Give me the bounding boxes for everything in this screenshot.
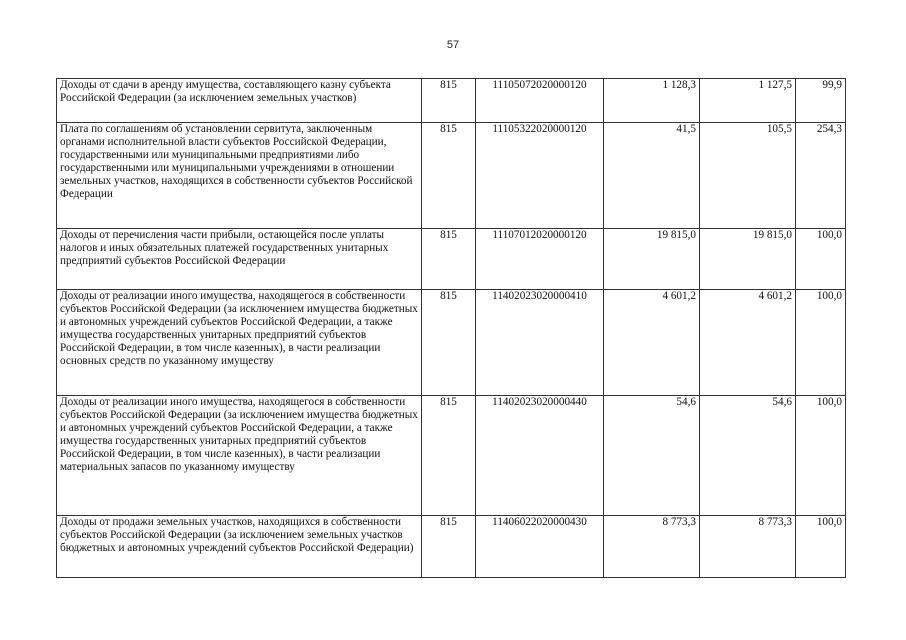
administrator-code: 815 — [422, 229, 476, 290]
planned-amount: 8 773,3 — [604, 516, 700, 578]
planned-amount: 19 815,0 — [604, 229, 700, 290]
budget-classification-code: 11105322020000120 — [476, 123, 604, 229]
execution-percent: 100,0 — [796, 229, 846, 290]
actual-amount: 8 773,3 — [700, 516, 796, 578]
administrator-code: 815 — [422, 396, 476, 516]
budget-classification-code: 11406022020000430 — [476, 516, 604, 578]
table-row — [57, 79, 846, 123]
execution-percent: 100,0 — [796, 396, 846, 516]
table-row — [57, 290, 846, 396]
administrator-code: 815 — [422, 123, 476, 229]
execution-percent: 99,9 — [796, 79, 846, 123]
budget-classification-code: 11402023020000410 — [476, 290, 604, 396]
revenue-description: Доходы от реализации иного имущества, находящегося в собственности субъектов Российской Федерации (за исключением имущества бюджетных и автономных учреждений субъектов Российской Федерации, а также имущества государственных унитарных предприятий субъектов Российской Федерации, в том числе казенных), в части реализации основных средств по указанному имуществу — [57, 290, 422, 396]
revenue-description: Доходы от реализации иного имущества, находящегося в собственности субъектов Российской Федерации (за исключением имущества бюджетных и автономных учреждений субъектов Российской Федерации, а также имущества государственных унитарных предприятий субъектов Российской Федерации, в том числе казенных), в части реализации материальных запасов по указанному имуществу — [57, 396, 422, 516]
administrator-code: 815 — [422, 290, 476, 396]
budget-classification-code: 11402023020000440 — [476, 396, 604, 516]
actual-amount: 19 815,0 — [700, 229, 796, 290]
page-number: 57 — [446, 39, 460, 51]
actual-amount: 105,5 — [700, 123, 796, 229]
administrator-code: 815 — [422, 516, 476, 578]
execution-percent: 100,0 — [796, 290, 846, 396]
planned-amount: 41,5 — [604, 123, 700, 229]
table-row — [57, 229, 846, 290]
table-row — [57, 396, 846, 516]
execution-percent: 254,3 — [796, 123, 846, 229]
planned-amount: 54,6 — [604, 396, 700, 516]
actual-amount: 54,6 — [700, 396, 796, 516]
administrator-code: 815 — [422, 79, 476, 123]
planned-amount: 1 128,3 — [604, 79, 700, 123]
revenue-description: Плата по соглашениям об установлении сервитута, заключенным органами исполнительной власти субъектов Российской Федерации, государственными или муниципальными предприятиями либо государственными или муниципальными учреждениями в отношении земельных участков, находящихся в собственности субъектов Российской Федерации — [57, 123, 422, 229]
budget-classification-code: 11107012020000120 — [476, 229, 604, 290]
table-row — [57, 123, 846, 229]
budget-classification-code: 11105072020000120 — [476, 79, 604, 123]
actual-amount: 1 127,5 — [700, 79, 796, 123]
actual-amount: 4 601,2 — [700, 290, 796, 396]
planned-amount: 4 601,2 — [604, 290, 700, 396]
table-row — [57, 516, 846, 578]
revenue-description: Доходы от продажи земельных участков, находящихся в собственности субъектов Российской Федерации (за исключением земельных участков бюджетных и автономных учреждений субъектов Российской Федерации) — [57, 516, 422, 578]
revenue-description: Доходы от сдачи в аренду имущества, составляющего казну субъекта Российской Федерации (за исключением земельных участков) — [57, 79, 422, 123]
revenue-description: Доходы от перечисления части прибыли, остающейся после уплаты налогов и иных обязательных платежей государственных унитарных предприятий субъектов Российской Федерации — [57, 229, 422, 290]
revenue-table — [56, 78, 846, 578]
execution-percent: 100,0 — [796, 516, 846, 578]
